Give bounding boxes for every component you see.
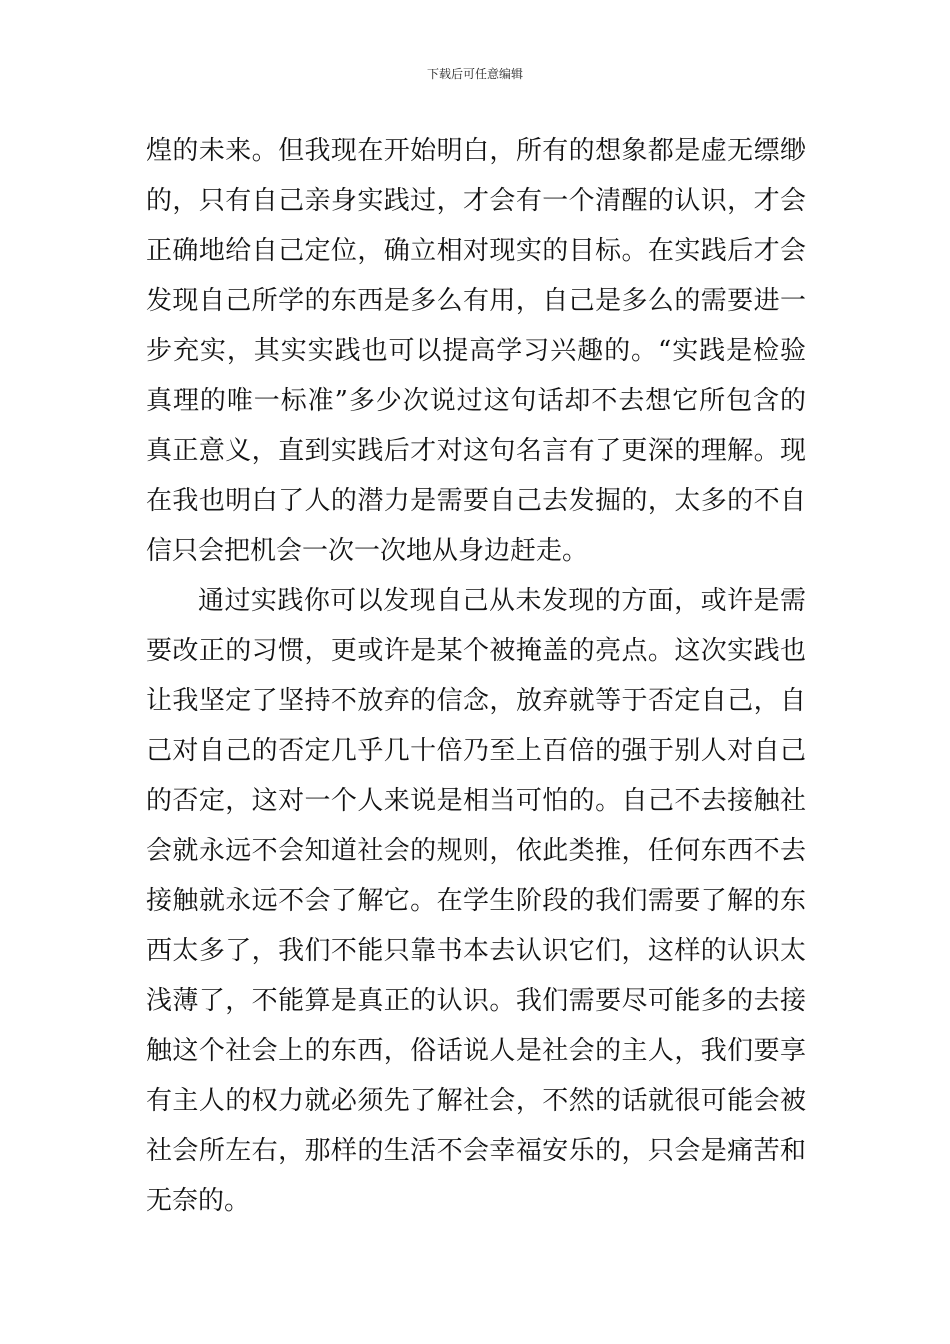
text-line: 煌的未来。但我现在开始明白，所有的想象都是虚无缥缈 — [146, 136, 806, 166]
paragraph-2 — [146, 576, 806, 1226]
text-line: 真正意义，直到实践后才对这句名言有了更深的理解。现 — [146, 436, 806, 466]
text-line: 的，只有自己亲身实践过，才会有一个清醒的认识，才会 — [146, 186, 806, 216]
text-line: 步充实，其实实践也可以提高学习兴趣的。“实践是检验 — [146, 336, 806, 366]
text-line: 通过实践你可以发现自己从未发现的方面，或许是需 — [198, 586, 806, 616]
page-header: 下载后可任意编辑 — [426, 67, 523, 81]
text-line: 西太多了，我们不能只靠书本去认识它们，这样的认识太 — [146, 936, 806, 966]
text-line: 的否定，这对一个人来说是相当可怕的。自己不去接触社 — [146, 786, 806, 816]
text-line: 有主人的权力就必须先了解社会，不然的话就很可能会被 — [146, 1086, 806, 1116]
text-line: 真理的唯一标准”多少次说过这句话却不去想它所包含的 — [146, 386, 806, 416]
document-body — [146, 126, 806, 1226]
text-line: 触这个社会上的东西，俗话说人是社会的主人，我们要享 — [146, 1036, 806, 1066]
text-line: 会就永远不会知道社会的规则，依此类推，任何东西不去 — [146, 836, 806, 866]
text-line: 己对自己的否定几乎几十倍乃至上百倍的强于别人对自己 — [146, 736, 806, 766]
text-line: 浅薄了，不能算是真正的认识。我们需要尽可能多的去接 — [146, 986, 806, 1016]
text-line: 无奈的。 — [146, 1186, 251, 1216]
text-line: 正确地给自己定位，确立相对现实的目标。在实践后才会 — [146, 236, 806, 266]
text-line: 信只会把机会一次一次地从身边赶走。 — [146, 536, 589, 566]
text-line: 让我坚定了坚持不放弃的信念，放弃就等于否定自己，自 — [146, 686, 806, 716]
paragraph-1 — [146, 126, 806, 576]
text-line: 在我也明白了人的潜力是需要自己去发掘的，太多的不自 — [146, 486, 806, 516]
text-line: 要改正的习惯，更或许是某个被掩盖的亮点。这次实践也 — [146, 636, 806, 666]
text-line: 接触就永远不会了解它。在学生阶段的我们需要了解的东 — [146, 886, 806, 916]
text-line: 发现自己所学的东西是多么有用，自己是多么的需要进一 — [146, 286, 806, 316]
text-line: 社会所左右，那样的生活不会幸福安乐的，只会是痛苦和 — [146, 1136, 806, 1166]
